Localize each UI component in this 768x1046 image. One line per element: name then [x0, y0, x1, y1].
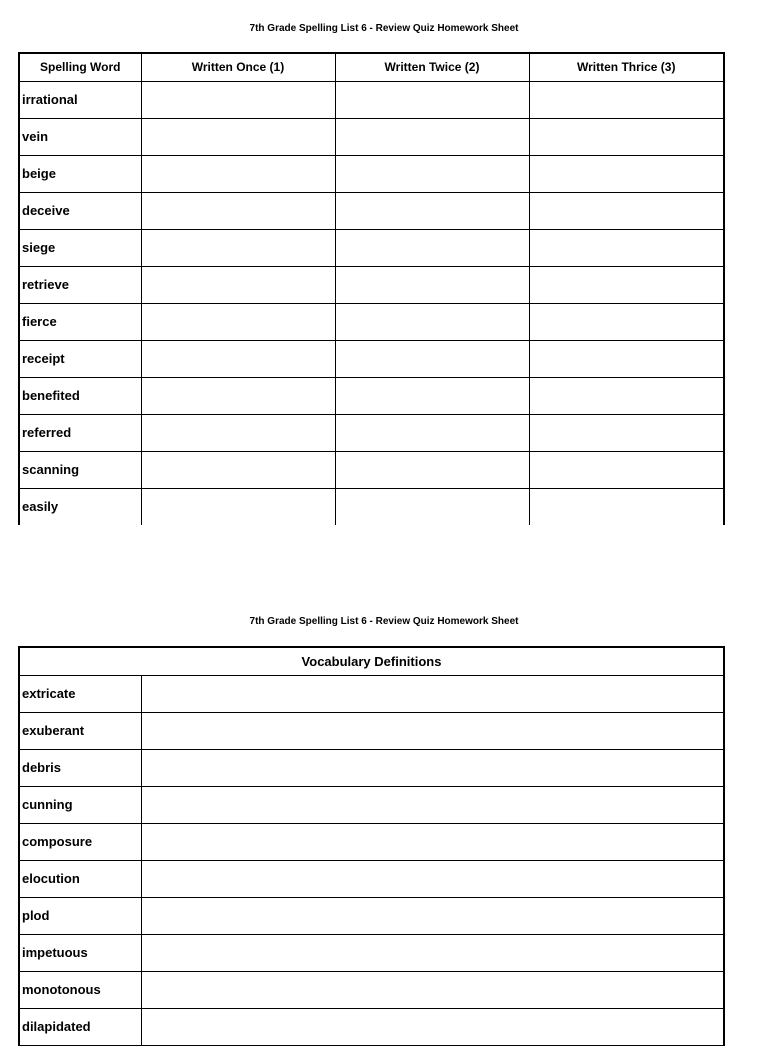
blank-cell: [335, 303, 529, 340]
vocabulary-word: composure: [19, 823, 141, 860]
table-row: [19, 118, 724, 155]
blank-cell: [335, 340, 529, 377]
blank-cell: [335, 229, 529, 266]
table-row: [19, 81, 724, 118]
spelling-word: deceive: [19, 192, 141, 229]
sheet1-title: 7th Grade Spelling List 6 - Review Quiz Homework Sheet: [249, 23, 519, 34]
definition-cell: [141, 823, 724, 860]
blank-cell: [141, 229, 335, 266]
spelling-word: irrational: [19, 81, 141, 118]
table-row: [19, 1008, 724, 1045]
blank-cell: [141, 340, 335, 377]
blank-cell: [141, 118, 335, 155]
definition-cell: [141, 1008, 724, 1045]
sheet2-title: 7th Grade Spelling List 6 - Review Quiz Homework Sheet: [249, 616, 519, 627]
vocabulary-word: debris: [19, 749, 141, 786]
vocabulary-header-row: [19, 647, 724, 675]
vocabulary-word: elocution: [19, 860, 141, 897]
table-row: [19, 860, 724, 897]
spelling-word: scanning: [19, 451, 141, 488]
table-row: [19, 488, 724, 525]
table-row: [19, 155, 724, 192]
vocabulary-word: cunning: [19, 786, 141, 823]
spelling-word: beige: [19, 155, 141, 192]
blank-cell: [141, 266, 335, 303]
definition-cell: [141, 897, 724, 934]
blank-cell: [335, 118, 529, 155]
definition-cell: [141, 786, 724, 823]
spelling-word: siege: [19, 229, 141, 266]
blank-cell: [335, 192, 529, 229]
table-row: [19, 786, 724, 823]
vocabulary-word: impetuous: [19, 934, 141, 971]
table-row: [19, 451, 724, 488]
header-written-once: Written Once (1): [141, 53, 335, 81]
vocabulary-word: monotonous: [19, 971, 141, 1008]
spelling-word: benefited: [19, 377, 141, 414]
header-vocabulary-definitions: Vocabulary Definitions: [19, 647, 724, 675]
blank-cell: [529, 488, 724, 525]
table-row: [19, 749, 724, 786]
table-row: [19, 377, 724, 414]
blank-cell: [141, 81, 335, 118]
blank-cell: [529, 81, 724, 118]
definition-cell: [141, 971, 724, 1008]
table-row: [19, 340, 724, 377]
blank-cell: [529, 192, 724, 229]
spelling-word: easily: [19, 488, 141, 525]
header-written-twice: Written Twice (2): [335, 53, 529, 81]
header-written-thrice: Written Thrice (3): [529, 53, 724, 81]
table-row: [19, 934, 724, 971]
blank-cell: [141, 377, 335, 414]
blank-cell: [335, 155, 529, 192]
blank-cell: [529, 303, 724, 340]
vocabulary-word: exuberant: [19, 712, 141, 749]
blank-cell: [529, 414, 724, 451]
blank-cell: [141, 303, 335, 340]
blank-cell: [529, 155, 724, 192]
blank-cell: [141, 155, 335, 192]
blank-cell: [529, 229, 724, 266]
blank-cell: [529, 451, 724, 488]
table-row: [19, 897, 724, 934]
definition-cell: [141, 934, 724, 971]
blank-cell: [529, 340, 724, 377]
spelling-word: vein: [19, 118, 141, 155]
spelling-word: referred: [19, 414, 141, 451]
blank-cell: [335, 414, 529, 451]
definition-cell: [141, 860, 724, 897]
definition-cell: [141, 749, 724, 786]
table-row: [19, 675, 724, 712]
spelling-header-row: [19, 53, 724, 81]
table-row: [19, 414, 724, 451]
blank-cell: [529, 118, 724, 155]
blank-cell: [141, 451, 335, 488]
spelling-word: receipt: [19, 340, 141, 377]
blank-cell: [141, 414, 335, 451]
blank-cell: [335, 266, 529, 303]
blank-cell: [335, 81, 529, 118]
spelling-table: [18, 52, 725, 525]
table-row: [19, 712, 724, 749]
spelling-word: fierce: [19, 303, 141, 340]
definition-cell: [141, 712, 724, 749]
vocabulary-word: dilapidated: [19, 1008, 141, 1045]
vocabulary-word: plod: [19, 897, 141, 934]
blank-cell: [141, 192, 335, 229]
blank-cell: [141, 488, 335, 525]
blank-cell: [335, 451, 529, 488]
blank-cell: [335, 488, 529, 525]
table-row: [19, 971, 724, 1008]
table-row: [19, 192, 724, 229]
blank-cell: [529, 377, 724, 414]
definition-cell: [141, 675, 724, 712]
table-row: [19, 266, 724, 303]
vocabulary-table: [18, 646, 725, 1046]
table-row: [19, 303, 724, 340]
header-spelling-word: Spelling Word: [19, 53, 141, 81]
table-row: [19, 229, 724, 266]
table-row: [19, 823, 724, 860]
spelling-word: retrieve: [19, 266, 141, 303]
blank-cell: [529, 266, 724, 303]
vocabulary-word: extricate: [19, 675, 141, 712]
blank-cell: [335, 377, 529, 414]
